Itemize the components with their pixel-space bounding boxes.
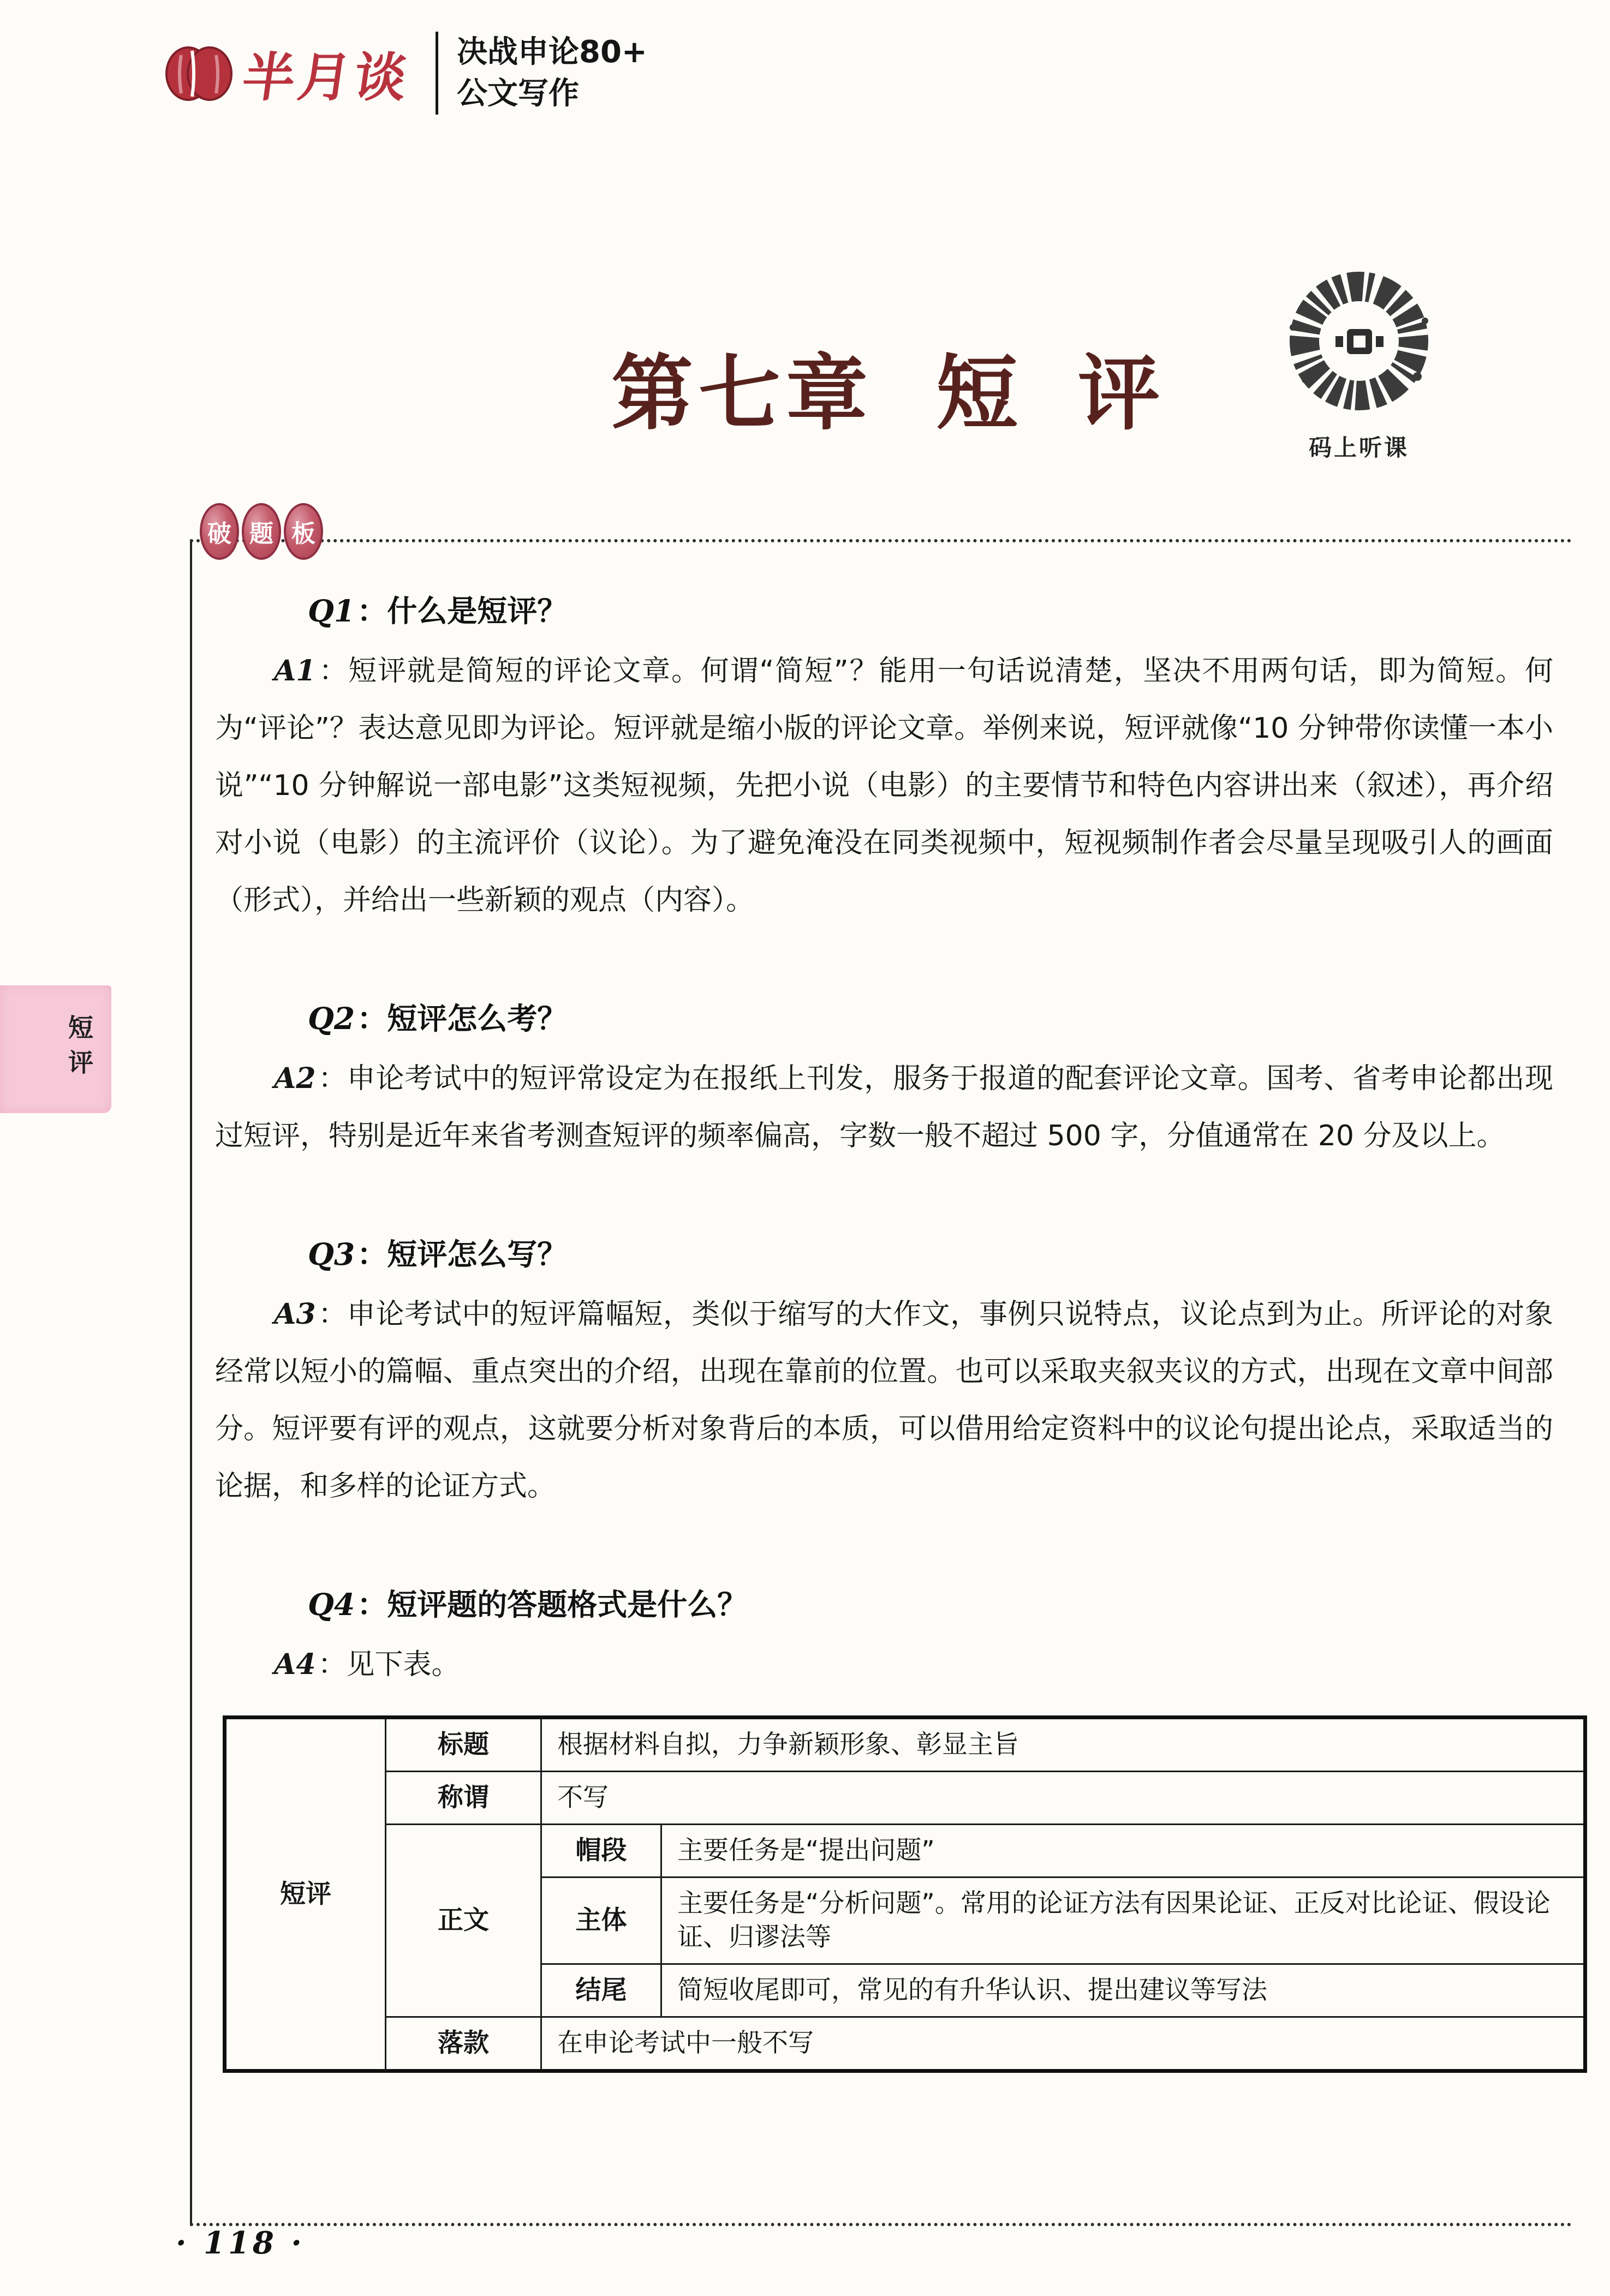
hat-content: 主要任务是“提出问题” bbox=[661, 1825, 1585, 1878]
answer-format-table bbox=[223, 1715, 1587, 2073]
q1-label: Q1 bbox=[308, 593, 355, 629]
signature-label: 落款 bbox=[386, 2017, 541, 2071]
series-block bbox=[457, 32, 647, 115]
q2-text: ：短评怎么考？ bbox=[357, 1001, 568, 1036]
a1-label: A1 bbox=[274, 654, 316, 687]
side-tab-text: 短评 bbox=[64, 1014, 94, 1084]
page-number: · 118 · bbox=[176, 2225, 305, 2261]
badge-char-3: 板 bbox=[291, 520, 315, 548]
row-header-duanping: 短评 bbox=[225, 1718, 386, 2071]
salutation-label: 称谓 bbox=[386, 1772, 541, 1825]
question-2 bbox=[308, 995, 1553, 1038]
a3-label: A3 bbox=[274, 1298, 316, 1331]
answer-1 bbox=[215, 642, 1553, 929]
banyuetan-logo-icon bbox=[164, 43, 234, 103]
badge-seal-3 bbox=[284, 503, 323, 560]
a1-text: ：短评就是简短的评论文章。何谓“简短”？能用一句话说清楚，坚决不用两句话，即为简短。何为“评论”？表达意见即为评论。短评就是缩小版的评论文章。举例来说，短评就像“10 分钟带你读懂一本小说”“10 分钟解说一部电影”这类短视频，先把小说（电影）的主要情节和特色内容讲出来（叙述），再介绍对小说（电影）的主流评价（议论）。为了避免淹没在同类视频中，短视频制作者会尽量呈现吸引人的画面（形式），并给出一些新颖的观点（内容）。 bbox=[215, 655, 1553, 917]
q1-text: ：什么是短评？ bbox=[357, 594, 568, 629]
question-4 bbox=[308, 1581, 1553, 1624]
a4-text: ：见下表。 bbox=[318, 1648, 460, 1681]
table-row bbox=[225, 1825, 1585, 1878]
hat-label: 帽段 bbox=[541, 1825, 661, 1878]
a3-text: ：申论考试中的短评篇幅短，类似于缩写的大作文，事例只说特点，议论点到为止。所评论的对象经常以短小的篇幅、重点突出的介绍，出现在靠前的位置。也可以采取夹叙夹议的方式，出现在文章中间部分。短评要有评的观点，这就要分析对象背后的本质，可以借用给定资料中的议论句提出论点，采取适当的论据，和多样的论证方式。 bbox=[215, 1298, 1553, 1503]
badge-seal-2 bbox=[242, 503, 281, 560]
qa-box bbox=[190, 520, 1572, 2226]
badge-char-1: 破 bbox=[207, 520, 231, 548]
q2-label: Q2 bbox=[308, 1001, 355, 1036]
q4-text: ：短评题的答题格式是什么？ bbox=[357, 1587, 748, 1622]
chapter-word-1: 短 bbox=[936, 345, 1024, 441]
q3-text: ：短评怎么写？ bbox=[357, 1237, 568, 1272]
signature-content: 在申论考试中一般不写 bbox=[541, 2017, 1585, 2071]
table-row bbox=[225, 1772, 1585, 1825]
chapter-word-2: 评 bbox=[1078, 345, 1166, 441]
badge-seal-1 bbox=[200, 503, 239, 560]
main-label: 主体 bbox=[541, 1878, 661, 1964]
q4-label: Q4 bbox=[308, 1587, 355, 1622]
title-label: 标题 bbox=[386, 1718, 541, 1772]
series-title: 决战申论80+ bbox=[457, 34, 647, 70]
logo bbox=[164, 36, 414, 111]
answer-4 bbox=[215, 1636, 1553, 1694]
question-1 bbox=[308, 587, 1553, 630]
qr-stamp bbox=[1266, 262, 1452, 463]
table-row bbox=[225, 2017, 1585, 2071]
ending-label: 结尾 bbox=[541, 1964, 661, 2017]
chapter-title bbox=[611, 327, 1165, 445]
qr-code-icon bbox=[1274, 262, 1444, 426]
body-label: 正文 bbox=[386, 1825, 541, 2017]
ending-content: 简短收尾即可，常见的有升华认识、提出建议等写法 bbox=[661, 1964, 1585, 2017]
qr-caption: 码上听课 bbox=[1308, 434, 1409, 461]
salutation-content: 不写 bbox=[541, 1772, 1585, 1825]
a4-label: A4 bbox=[274, 1648, 316, 1681]
chapter-label: 第七章 bbox=[611, 345, 874, 441]
title-content: 根据材料自拟，力争新颖形象、彰显主旨 bbox=[541, 1718, 1585, 1772]
answer-2 bbox=[215, 1050, 1553, 1165]
table-row bbox=[225, 1718, 1585, 1772]
a2-label: A2 bbox=[274, 1062, 316, 1095]
series-subtitle: 公文写作 bbox=[457, 76, 579, 111]
main-content: 主要任务是“分析问题”。常用的论证方法有因果论证、正反对比论证、假设论证、归谬法等 bbox=[661, 1878, 1585, 1964]
page-header bbox=[164, 32, 647, 115]
breaker-badge bbox=[200, 503, 323, 560]
logo-text: 半月谈 bbox=[238, 46, 414, 108]
question-3 bbox=[308, 1230, 1553, 1273]
side-tab-duanping bbox=[0, 985, 111, 1113]
a2-text: ：申论考试中的短评常设定为在报纸上刊发，服务于报道的配套评论文章。国考、省考申论都出现过短评，特别是近年来省考测查短评的频率偏高，字数一般不超过 500 字，分值通常在 20 分及以上。 bbox=[215, 1062, 1553, 1152]
answer-3 bbox=[215, 1285, 1553, 1515]
badge-char-2: 题 bbox=[249, 520, 273, 548]
q3-label: Q3 bbox=[308, 1236, 355, 1272]
header-divider bbox=[436, 32, 438, 115]
